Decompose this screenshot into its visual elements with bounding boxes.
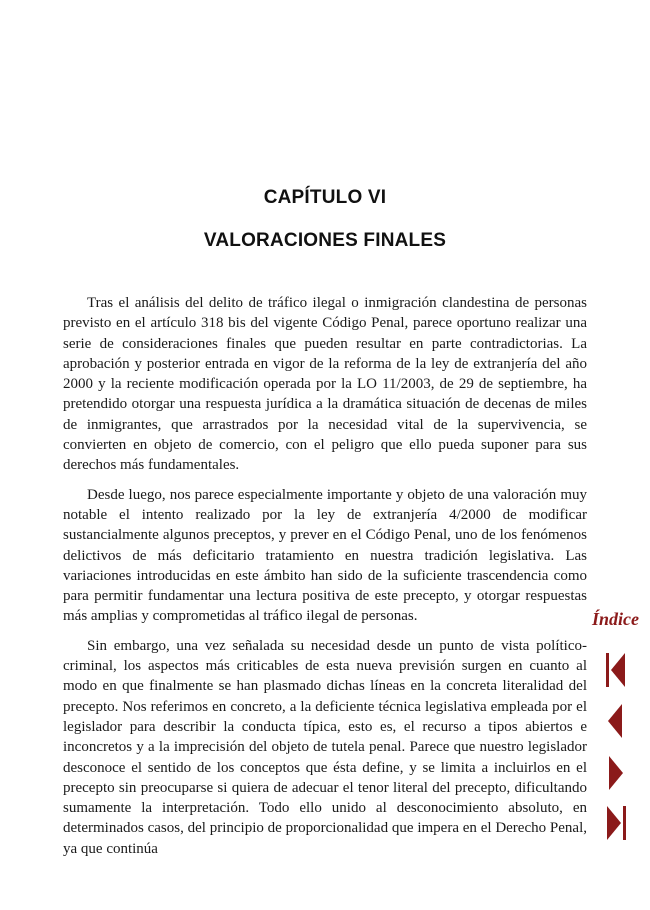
triangle-right-icon bbox=[604, 755, 628, 791]
chapter-title: VALORACIONES FINALES bbox=[203, 229, 447, 251]
paragraph-3: Sin embargo, una vez señalada su necesidad desde un punto de vista político-criminal, los aspectos más criticables de esta nueva previsión surgen en cuanto al modo en que finalmente se han plasmado dichas líneas en la concreta literalidad del precepto. Nos referimos en concreto, a la deficiente técnica legislativa empleada por el legislador para describir la conducta típica, esto es, el recurso a tipos abiertos e inconcretos y a la imprecisión del objeto de tutela penal. Parece que nuestro legislador desconoce el sentido de los conceptos que ésta define, y se limita a incluirlos en el precepto sin preocuparse si quiera de adecuar el tenor literal del precepto, dificultando sumamente la interpretación. Todo ello unido al desconocimiento absoluto, en determinados casos, del principio de proporcionalidad que impera en el Derecho Penal, ya que continúa bbox=[63, 637, 587, 857]
skip-to-last-icon bbox=[604, 805, 628, 841]
chapter-number: CAPÍTULO VI bbox=[263, 186, 387, 208]
triangle-left-icon bbox=[604, 703, 628, 739]
first-page-button[interactable] bbox=[604, 652, 628, 688]
body-text bbox=[63, 293, 587, 868]
index-link[interactable]: Índice bbox=[592, 609, 639, 629]
last-page-button[interactable] bbox=[604, 805, 628, 841]
paragraph-2: Desde luego, nos parece especialmente importante y objeto de una valoración muy notable el intento realizado por la ley de extranjería 4/2000 de modificar sustancialmente algunos preceptos, y prever en el Código Penal, uno de los fenómenos delictivos de más deficitario tratamiento en nuestra tradición legislativa. Las variaciones introducidas en este ámbito han sido de la suficiente trascendencia como para permitir fundamentar una lectura positiva de este precepto, y otorgar respuestas más amplias y comprometidas al tráfico ilegal de personas. bbox=[63, 486, 587, 625]
paragraph-1: Tras el análisis del delito de tráfico ilegal o inmigración clandestina de personas previsto en el artículo 318 bis del vigente Código Penal, parece oportuno realizar una serie de consideraciones finales que pueden resultar en parte contradictorias. La aprobación y posterior entrada en vigor de la reforma de la ley de extranjería del año 2000 y la reciente modificación operada por la LO 11/2003, de 29 de septiembre, ha pretendido otorgar una respuesta jurídica a la dramática situación de decenas de miles de inmigrantes, que arrastrados por la necesidad vital de la supervivencia, se convierten en objeto de comercio, con el peligro que ello pueda suponer para sus derechos más fundamentales. bbox=[63, 295, 587, 474]
skip-to-first-icon bbox=[604, 652, 628, 688]
previous-page-button[interactable] bbox=[604, 703, 628, 739]
next-page-button[interactable] bbox=[604, 755, 628, 791]
